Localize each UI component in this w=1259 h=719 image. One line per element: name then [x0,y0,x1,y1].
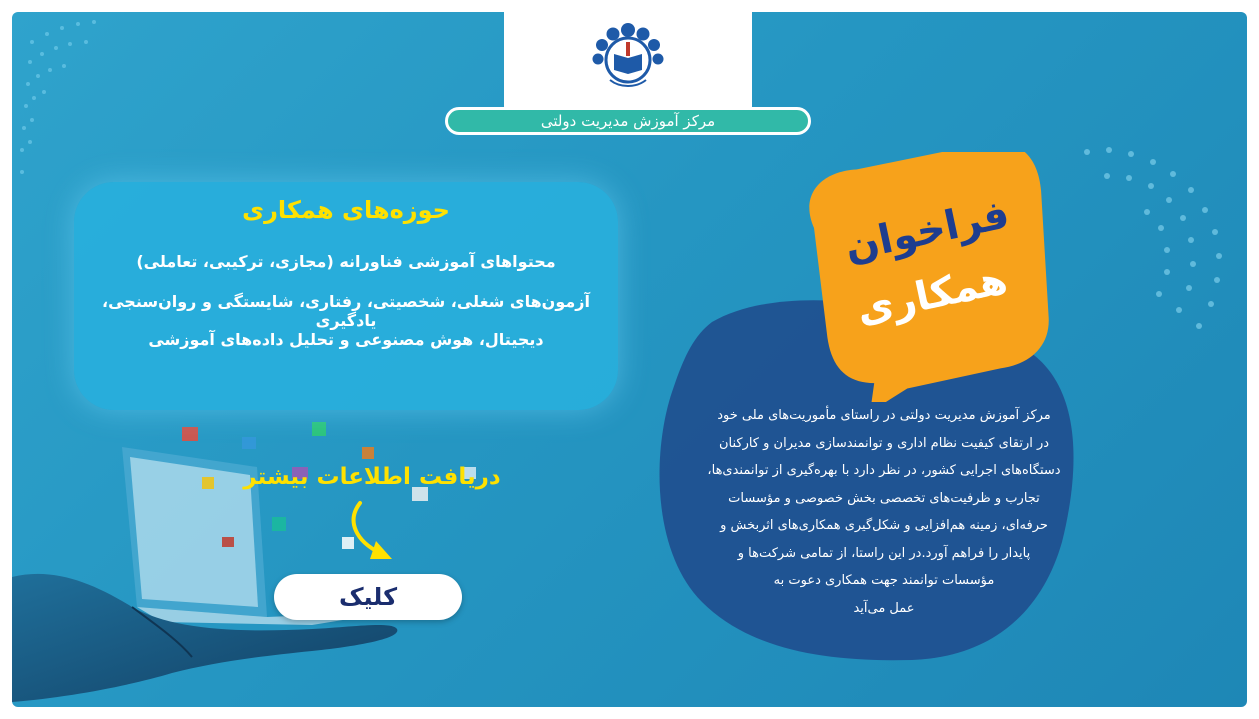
paragraph-line: عمل می‌آید [853,600,915,616]
invitation-paragraph [684,402,1084,622]
paragraph-line: مرکز آموزش مدیریت دولتی در راستای مأموریت‌های ملی خود [717,408,1051,423]
click-button[interactable]: کلیک [274,574,462,620]
institution-logo-icon [590,18,666,94]
collaboration-areas-title: حوزه‌های همکاری [242,196,450,224]
more-info-heading: دریافت اطلاعات بیشتر [243,464,501,490]
paragraph-line: تجارب و ظرفیت‌های تخصصی بخش خصوصی و مؤسسات [728,490,1040,506]
collaboration-area-line: آزمون‌های شغلی، شخصیتی، رفتاری، شایستگی و روان‌سنجی، یادگیری [102,292,590,330]
laptop-hand-illustration [12,407,652,707]
callout-title-line2: همکاری [852,256,1012,334]
org-name-pill: مرکز آموزش مدیریت دولتی [445,107,811,135]
paragraph-line: دستگاه‌های اجرایی کشور، در نظر دارد با بهره‌گیری از توانمندی‌ها، [707,463,1061,478]
banner-frame [12,12,1247,707]
collaboration-area-line: محتواهای آموزشی فناورانه (مجازی، ترکیبی، تعاملی) [136,252,556,271]
callout-title-line1: فراخوان [840,191,1014,271]
collaboration-areas-panel [74,182,618,410]
paragraph-line: پایدار را فراهم آورد.در این راستا، از تمامی شرکت‌ها و [737,545,1031,561]
paragraph-line: حرفه‌ای، زمینه هم‌افزایی و شکل‌گیری همکاری‌های اثربخش و [720,518,1048,533]
collaboration-area-line: دیجیتال، هوش مصنوعی و تحلیل داده‌های آموزشی [148,330,544,349]
paragraph-line: مؤسسات توانمند جهت همکاری دعوت به [773,573,995,588]
paragraph-line: در ارتقای کیفیت نظام اداری و توانمندسازی مدیران و کارکنان [718,435,1050,451]
curved-arrow-icon [346,497,406,567]
